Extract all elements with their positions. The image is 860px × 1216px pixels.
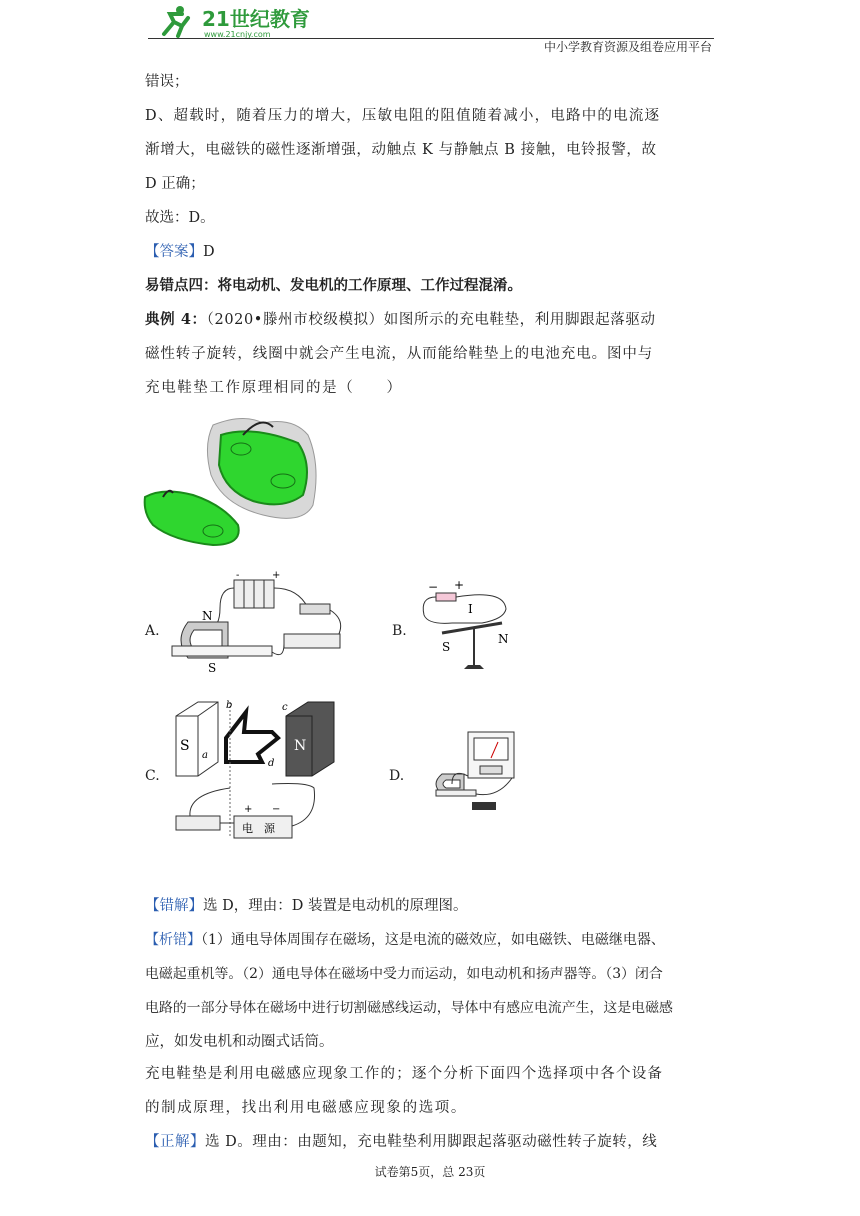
analysis-line <box>145 930 715 950</box>
minus-label: − <box>428 580 439 594</box>
example-tag: 典例 4： <box>145 311 207 328</box>
option-a-label: A. <box>145 623 160 639</box>
north-pole-label: N <box>294 738 307 754</box>
wire-c-label: c <box>282 702 288 713</box>
wire-b-label: b <box>226 700 233 711</box>
logo-text: 21世纪教育 <box>202 7 310 31</box>
charging-insole-image <box>143 405 328 555</box>
answer-line <box>145 242 715 262</box>
plus-label: + <box>244 804 253 815</box>
correct-text: 选 D。理由：由题知，充电鞋垫利用脚跟起落驱动磁性转子旋转，线 <box>205 1134 658 1150</box>
south-pole-label: S <box>180 738 190 754</box>
text-line: 渐增大，电磁铁的磁性逐渐增强，动触点 K 与静触点 B 接触，电铃报警，故 <box>145 142 657 158</box>
option-c-label: C. <box>145 768 160 784</box>
text-line: 故选：D。 <box>145 210 215 226</box>
wire-d-label: d <box>268 758 275 769</box>
minus-label: − <box>272 804 281 815</box>
text-line: 充电鞋垫工作原理相同的是（ ） <box>145 380 403 396</box>
page-footer: 试卷第5页，总 23页 <box>374 1165 486 1179</box>
power-source-label: 电 源 <box>242 822 275 835</box>
plus-label: + <box>454 578 465 592</box>
wrong-line <box>145 896 715 916</box>
runner-icon <box>164 6 188 36</box>
minus-label: - <box>236 570 240 581</box>
option-c-figure <box>168 698 348 843</box>
section-title: 易错点四：将电动机、发电机的工作原理、工作过程混淆。 <box>145 277 522 294</box>
option-a-figure <box>168 568 348 678</box>
plus-label: + <box>272 570 281 581</box>
site-logo <box>150 4 340 40</box>
example-line <box>145 310 715 330</box>
logo-url: www.21cnjy.com <box>204 30 271 39</box>
north-pole-label: N <box>202 609 213 623</box>
analysis-text: （1）通电导体周围存在磁场，这是电流的磁效应，如电磁铁、电磁继电器、 <box>201 932 665 948</box>
example-text: （2020•滕州市校级模拟）如图所示的充电鞋垫，利用脚跟起落驱动 <box>206 312 656 328</box>
option-b-figure <box>412 575 522 675</box>
answer-tag: 【答案】 <box>145 244 203 260</box>
text-line: 错误； <box>145 74 189 90</box>
option-d-figure <box>412 728 522 820</box>
header-platform-text: 中小学教育资源及组卷应用平台 <box>543 40 712 54</box>
current-label: I <box>468 602 473 616</box>
answer-value: D <box>203 244 215 260</box>
wire-a-label: a <box>202 750 208 761</box>
text-line: 的制成原理，找出利用电磁感应现象的选项。 <box>145 1100 467 1116</box>
option-b-label: B. <box>392 623 407 639</box>
correct-tag: 【正解】 <box>145 1134 205 1150</box>
text-line: 应，如发电机和动圈式话筒。 <box>145 1034 334 1050</box>
text-line: D、超载时，随着压力的增大，压敏电阻的阻值随着减小，电路中的电流逐 <box>145 108 661 124</box>
south-label: S <box>442 640 451 654</box>
wrong-tag: 【错解】 <box>145 898 203 914</box>
text-line: 充电鞋垫是利用电磁感应现象工作的；逐个分析下面四个选择项中各个设备 <box>145 1066 664 1082</box>
text-line: 电磁起重机等。（2）通电导体在磁场中受力而运动，如电动机和扬声器等。（3）闭合 <box>145 966 663 982</box>
text-line: D 正确； <box>145 176 205 192</box>
south-pole-label: S <box>208 661 217 675</box>
option-d-label: D. <box>389 768 405 784</box>
north-label: N <box>498 632 509 646</box>
text-line: 电路的一部分导体在磁场中进行切割磁感线运动，导体中有感应电流产生，这是电磁感 <box>145 1000 673 1016</box>
wrong-text: 选 D，理由：D 装置是电动机的原理图。 <box>203 898 468 914</box>
analysis-tag: 【析错】 <box>145 932 201 948</box>
text-line: 磁性转子旋转，线圈中就会产生电流，从而能给鞋垫上的电池充电。图中与 <box>145 346 654 362</box>
correct-line <box>145 1132 715 1152</box>
